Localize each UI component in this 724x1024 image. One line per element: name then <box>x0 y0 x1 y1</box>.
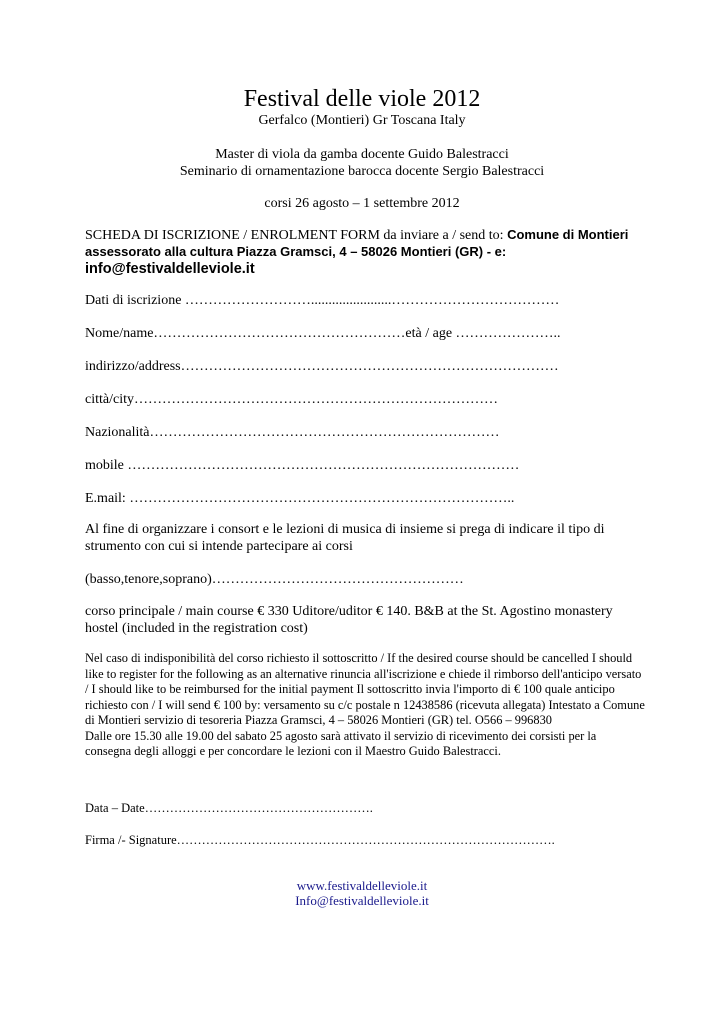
recipient-address: assessorato alla cultura Piazza Gramsci, 4 – 58026 Montieri (GR) - e: <box>85 244 507 259</box>
enrolment-send-to <box>85 227 645 278</box>
field-nationality[interactable]: Nazionalità………………………………………………………………… <box>85 425 500 440</box>
cancellation-body: Nel caso di indisponibilità del corso richiesto il sottoscritto / If the desired course should be cancelled I should like to register for the following as an alternative rinuncia all'iscrizione e chiede il rimborso dell'anticipo versato / I should like to be reimbursed for the initial payment Il sottoscritto invia l'importo di € 100 quale anticipo richiesto con / I will send € 100 by: versamento su c/c postale n 12438586 (ricevuta allegata) Intestato a Comune di Montieri servizio di tesoreria Piazza Gramsci, 4 – 58026 Montieri (GR) tel. O566 – 996830 <box>85 651 645 727</box>
pricing-info: corso principale / main course € 330 Uditore/uditor € 140. B&B at the St. Agostino monastery hostel (included in the registration cost) <box>85 604 613 636</box>
course-dates: corsi 26 agosto – 1 settembre 2012 <box>264 196 460 211</box>
field-date[interactable]: Data – Date………………………………………………. <box>85 801 373 815</box>
location-subtitle: Gerfalco (Montieri) Gr Toscana Italy <box>258 113 466 128</box>
field-signature[interactable]: Firma /- Signature………………………………………………………………………………. <box>85 833 555 847</box>
field-mobile[interactable]: mobile ………………………………………………………………………… <box>85 458 520 473</box>
seminar-line: Seminario di ornamentazione barocca docente Sergio Balestracci <box>179 164 545 179</box>
field-instrument[interactable]: (basso,tenore,soprano)……………………………………………… <box>85 572 464 587</box>
page-title: Festival delle viole 2012 <box>243 86 481 112</box>
arrival-info: Dalle ore 15.30 alle 19.00 del sabato 25 agosto sarà attivato il servizio di ricevimento dei corsisti per la consegna degli alloggi e per concordare le lezioni con il Maestro Guido Balestracci. <box>85 728 597 758</box>
field-dati-iscrizione[interactable]: Dati di iscrizione ……………………….......................……………………………… <box>85 293 560 308</box>
field-name-age[interactable]: Nome/name………………………………………………età / age ………………….. <box>85 326 561 341</box>
enrolment-intro: SCHEDA DI ISCRIZIONE / ENROLMENT FORM da inviare a / send to: <box>85 228 504 243</box>
field-email[interactable]: E.mail: ……………………………………………………………………….. <box>85 491 515 506</box>
instrument-note: Al fine di organizzare i consort e le lezioni di musica di insieme si prega di indicare il tipo di strumento con cui si intende partecipare ai corsi <box>85 522 605 554</box>
master-course-line: Master di viola da gamba docente Guido Balestracci <box>215 147 509 162</box>
field-city[interactable]: città/city…………………………………………………………………… <box>85 392 498 407</box>
recipient-email: info@festivaldelleviole.it <box>85 261 255 277</box>
field-address[interactable]: indirizzo/address……………………………………………………………………… <box>85 359 559 374</box>
cancellation-text <box>85 651 645 760</box>
footer-website-link[interactable]: www.festivaldelleviole.it <box>296 878 428 893</box>
footer-email-link[interactable]: Info@festivaldelleviole.it <box>295 893 429 908</box>
recipient-name: Comune di Montieri <box>507 227 629 242</box>
